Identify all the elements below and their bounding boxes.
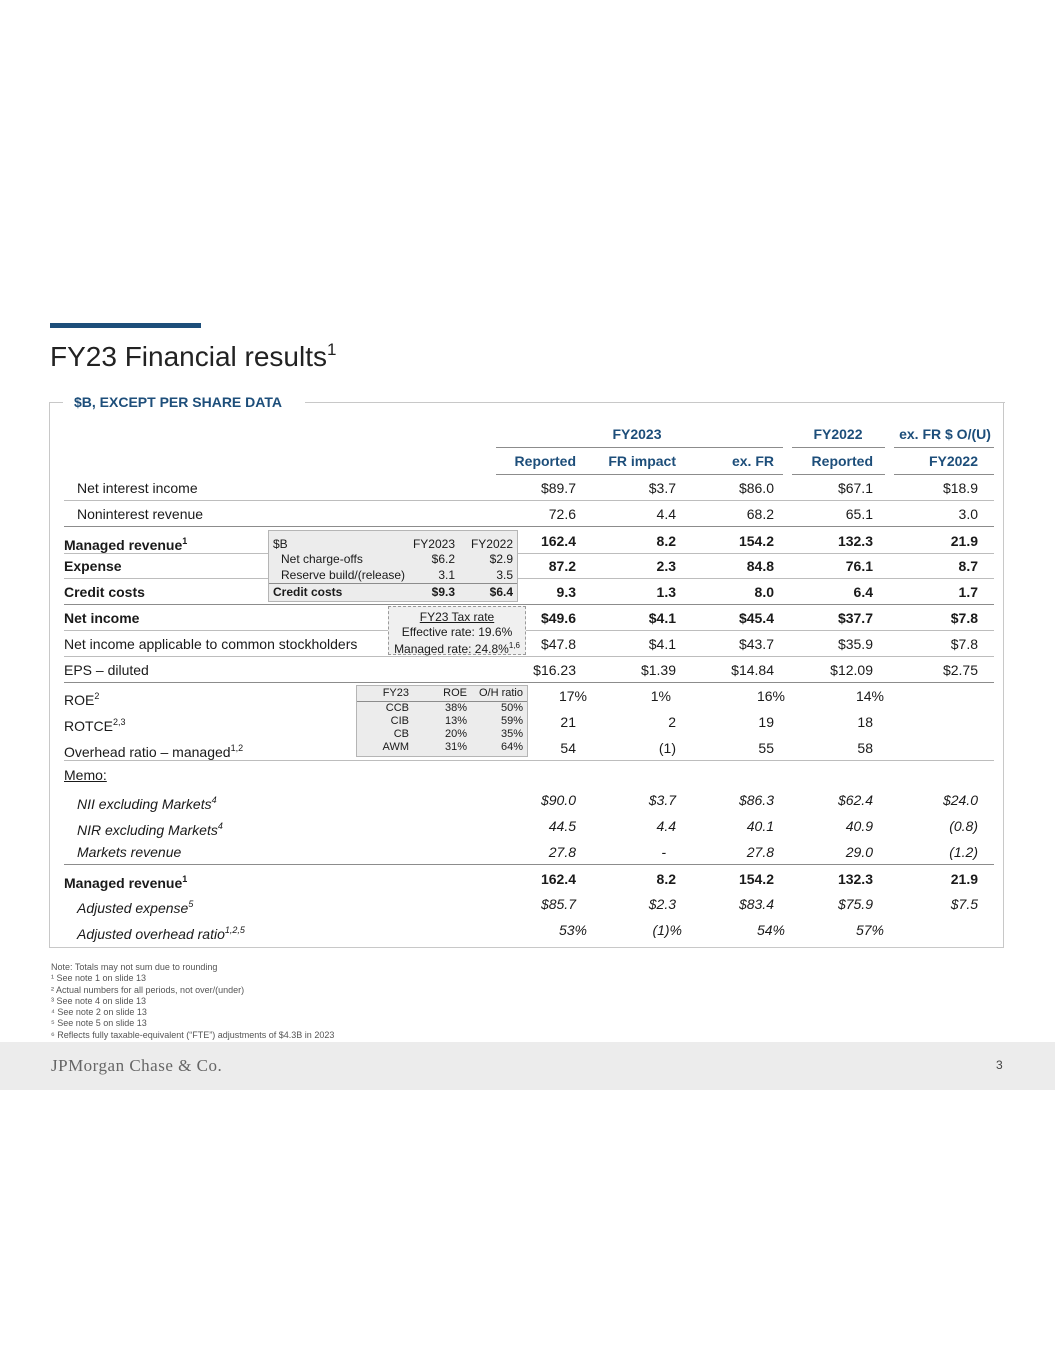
table-cell: 21 — [560, 714, 576, 730]
table-cell: $1.39 — [640, 662, 676, 678]
table-cell: $14.84 — [731, 662, 774, 678]
colheader-underline-fy2023 — [496, 474, 783, 475]
row-label-footnote: 2 — [94, 691, 100, 701]
row-label — [77, 921, 245, 942]
table-cell: 8.0 — [754, 584, 774, 600]
table-cell: 1% — [650, 688, 671, 704]
table-cell: 87.2 — [548, 558, 576, 574]
table-cell: 4.4 — [656, 506, 676, 522]
row-label — [77, 791, 217, 812]
row-label-text: Managed revenue — [64, 875, 183, 891]
credit-inset-row-v1: 3.1 — [438, 568, 455, 582]
credit-inset-row-v2: 3.5 — [496, 568, 513, 582]
header-group-fy2022: FY2022 — [813, 426, 863, 442]
table-cell: 54 — [560, 740, 576, 756]
table-cell: $75.9 — [837, 896, 873, 912]
table-cell: (1)% — [652, 922, 682, 938]
table-cell: 1.3 — [656, 584, 676, 600]
row-label-text: Managed revenue — [64, 537, 183, 553]
row-label-text: Net income applicable to common stockholders — [64, 636, 358, 652]
credit-inset-row-v1: $6.2 — [431, 552, 455, 566]
tax-callout-effective: Effective rate: 19.6% — [401, 625, 513, 639]
table-cell: $4.1 — [648, 636, 676, 652]
tax-callout-managed-sup: 1,6 — [508, 641, 520, 650]
table-cell: 154.2 — [738, 533, 774, 549]
row-label — [77, 817, 223, 838]
colheader-underline-ofu — [894, 474, 994, 475]
credit-inset-col2: FY2022 — [470, 537, 513, 551]
table-cell: 3.0 — [958, 506, 978, 522]
row-label-text: Markets revenue — [77, 844, 182, 860]
row-label-text: Net income — [64, 610, 140, 626]
row-label — [64, 687, 100, 708]
table-cell: 2 — [668, 714, 676, 730]
page-title-text: FY23 Financial results — [50, 341, 328, 372]
footnote-line: Note: Totals may not sum due to rounding — [51, 962, 218, 972]
footnotes — [51, 962, 334, 1041]
header-group-fy2023: FY2023 — [612, 426, 662, 442]
row-label-footnote: 1 — [182, 536, 188, 546]
table-cell: $47.8 — [540, 636, 576, 652]
header-underline-ofu — [894, 447, 994, 448]
roe-inset-cell: 38% — [444, 702, 467, 714]
table-cell: $37.7 — [837, 610, 873, 626]
table-cell: $43.7 — [738, 636, 774, 652]
header-ex-fr: ex. FR — [731, 453, 774, 469]
table-cell: 132.3 — [837, 871, 873, 887]
footnote-line: ¹ See note 1 on slide 13 — [51, 973, 147, 984]
row-label — [64, 532, 188, 553]
table-cell: 76.1 — [845, 558, 873, 574]
roe-inset-cell: 35% — [500, 728, 523, 740]
table-cell: $2.75 — [942, 662, 978, 678]
table-cell: $7.8 — [950, 636, 978, 652]
title-accent-line — [50, 323, 201, 328]
row-label-text: Credit costs — [64, 584, 145, 600]
table-cell: 4.4 — [656, 818, 676, 834]
page-title — [50, 340, 336, 373]
roe-inset-cell: CB — [393, 728, 409, 740]
credit-inset-total-label: Credit costs — [273, 585, 343, 599]
roe-inset-cell: 20% — [444, 728, 467, 740]
table-cell: 16% — [756, 688, 785, 704]
table-cell: (1.2) — [949, 844, 978, 860]
header-fr-impact: FR impact — [608, 453, 676, 469]
tax-callout-title: FY23 Tax rate — [419, 610, 495, 624]
row-label — [64, 713, 126, 734]
row-label-text: Adjusted expense — [77, 900, 189, 916]
row-divider — [64, 656, 994, 657]
panel-border-right — [305, 402, 1005, 403]
table-cell: 21.9 — [950, 533, 978, 549]
table-cell: $16.23 — [533, 662, 576, 678]
roe-inset-header: ROE — [443, 687, 467, 699]
credit-inset-total-v1: $9.3 — [431, 585, 455, 599]
table-cell: 21.9 — [950, 871, 978, 887]
row-label-footnote: 1,2 — [230, 743, 244, 753]
table-cell: $3.7 — [648, 792, 676, 808]
table-cell: $86.3 — [738, 792, 774, 808]
table-cell: (1) — [658, 740, 676, 756]
table-cell: 27.8 — [548, 844, 576, 860]
row-label-text: Adjusted overhead ratio — [77, 926, 225, 942]
table-cell: 14% — [855, 688, 884, 704]
row-label-text: EPS – diluted — [64, 662, 149, 678]
credit-inset-row-label: Reserve build/(release) — [281, 568, 406, 582]
row-label-text: Overhead ratio – managed — [64, 744, 231, 760]
table-cell: $35.9 — [837, 636, 873, 652]
table-cell: 9.3 — [556, 584, 576, 600]
row-divider — [64, 864, 994, 865]
row-label-text: Expense — [64, 558, 122, 574]
roe-inset-cell: CIB — [390, 715, 409, 727]
row-divider — [64, 578, 994, 579]
header-underline-fy2023 — [496, 447, 783, 448]
table-cell: 8.2 — [656, 871, 676, 887]
row-label-footnote: 2,3 — [113, 717, 126, 727]
table-cell: $7.8 — [950, 610, 978, 626]
table-cell: $90.0 — [540, 792, 576, 808]
panel-border-left — [49, 402, 63, 403]
header-reported-2022: Reported — [811, 453, 873, 469]
table-cell: $85.7 — [540, 896, 576, 912]
row-label — [77, 505, 203, 523]
table-cell: $67.1 — [837, 480, 873, 496]
table-cell: 8.2 — [656, 533, 676, 549]
row-divider — [64, 604, 994, 605]
row-label — [77, 479, 198, 497]
credit-inset-unit: $B — [273, 537, 288, 551]
roe-inset-cell: 64% — [500, 741, 523, 753]
table-cell: 18 — [857, 714, 873, 730]
row-label-footnote: 1,2,5 — [224, 925, 245, 935]
table-cell: - — [661, 844, 666, 860]
row-label-footnote: 4 — [211, 795, 217, 805]
table-cell: 54% — [756, 922, 785, 938]
table-cell: 1.7 — [958, 584, 978, 600]
roe-inset-cell: 31% — [444, 741, 467, 753]
row-label-text: NIR excluding Markets — [77, 822, 218, 838]
table-cell: $45.4 — [738, 610, 774, 626]
row-label — [64, 766, 107, 784]
table-cell: $62.4 — [837, 792, 873, 808]
row-divider — [64, 553, 994, 554]
row-label-text: Memo: — [64, 767, 107, 783]
roe-lob-inset — [356, 685, 528, 757]
roe-inset-cell: AWM — [382, 741, 409, 753]
table-cell: 57% — [855, 922, 884, 938]
row-label — [64, 635, 357, 653]
table-cell: $18.9 — [942, 480, 978, 496]
table-cell: 6.4 — [853, 584, 873, 600]
table-cell: $3.7 — [648, 480, 676, 496]
header-fy2022: FY2022 — [928, 453, 978, 469]
row-label — [64, 557, 122, 575]
footnote-line: ³ See note 4 on slide 13 — [51, 995, 147, 1006]
credit-inset-total-v2: $6.4 — [489, 585, 513, 599]
colheader-underline-fy2022 — [792, 474, 885, 475]
table-cell: 58 — [857, 740, 873, 756]
table-cell: 40.9 — [845, 818, 873, 834]
roe-inset-cell: 50% — [500, 702, 523, 714]
page-number: 3 — [996, 1058, 1003, 1072]
credit-inset-divider — [269, 583, 517, 584]
footnote-line: ⁶ Reflects fully taxable-equivalent (“FTE”) adjustments of $4.3B in 2023 — [51, 1029, 335, 1040]
row-label — [64, 583, 145, 601]
row-label — [77, 843, 181, 861]
table-cell: 29.0 — [845, 844, 873, 860]
table-cell: 40.1 — [746, 818, 774, 834]
table-cell: $12.09 — [830, 662, 873, 678]
table-cell: 2.3 — [656, 558, 676, 574]
table-cell: 8.7 — [958, 558, 978, 574]
table-cell: 68.2 — [746, 506, 774, 522]
table-cell: 55 — [758, 740, 774, 756]
table-cell: (0.8) — [949, 818, 978, 834]
table-cell: 19 — [758, 714, 774, 730]
table-cell: 44.5 — [548, 818, 576, 834]
table-cell: $4.1 — [648, 610, 676, 626]
table-cell: 132.3 — [837, 533, 873, 549]
table-cell: 84.8 — [746, 558, 774, 574]
roe-inset-cell: 59% — [500, 715, 523, 727]
row-label — [64, 661, 149, 679]
row-label-footnote: 1 — [182, 874, 188, 884]
row-label — [77, 895, 194, 916]
table-cell: 162.4 — [540, 533, 576, 549]
table-cell: 162.4 — [540, 871, 576, 887]
tax-rate-callout — [388, 606, 526, 655]
table-cell: 53% — [558, 922, 587, 938]
tax-callout-managed — [389, 639, 525, 656]
credit-inset-row-label: Net charge-offs — [281, 552, 363, 566]
footnote-line: ⁴ See note 2 on slide 13 — [51, 1007, 147, 1018]
table-cell: 27.8 — [746, 844, 774, 860]
section-label: $B, EXCEPT PER SHARE DATA — [74, 394, 282, 410]
header-reported: Reported — [514, 453, 576, 469]
roe-inset-cell: 13% — [444, 715, 467, 727]
credit-costs-inset — [268, 530, 518, 602]
table-cell: $49.6 — [540, 610, 576, 626]
row-label-text: ROE — [64, 692, 95, 708]
row-label — [64, 870, 188, 891]
header-group-ofu: ex. FR $ O/(U) — [899, 426, 991, 442]
table-cell: 65.1 — [845, 506, 873, 522]
page-title-footnote: 1 — [327, 340, 337, 359]
footnote-line: ² Actual numbers for all periods, not over/(under) — [51, 984, 245, 995]
row-label — [64, 739, 244, 760]
company-logo: JPMorgan Chase & Co. — [51, 1056, 223, 1075]
roe-inset-header: FY23 — [382, 687, 409, 699]
tax-callout-managed-text: Managed rate: 24.8% — [394, 642, 509, 656]
table-cell: 72.6 — [548, 506, 576, 522]
table-cell: $24.0 — [942, 792, 978, 808]
roe-inset-header: O/H ratio — [478, 687, 523, 699]
table-cell: $7.5 — [950, 896, 978, 912]
row-divider — [64, 682, 994, 683]
credit-inset-col1: FY2023 — [412, 537, 455, 551]
table-cell: $2.3 — [648, 896, 676, 912]
row-divider — [64, 760, 994, 761]
row-label-text: ROTCE — [64, 718, 113, 734]
roe-inset-cell: CCB — [385, 702, 409, 714]
table-cell: $89.7 — [540, 480, 576, 496]
row-label — [64, 609, 139, 627]
table-cell: 17% — [558, 688, 587, 704]
row-divider — [64, 500, 994, 501]
credit-inset-row-v2: $2.9 — [489, 552, 513, 566]
row-divider — [64, 526, 994, 527]
header-underline-fy2022 — [792, 447, 885, 448]
row-label-footnote: 4 — [217, 821, 223, 831]
row-label-text: NII excluding Markets — [77, 796, 212, 812]
table-cell: 154.2 — [738, 871, 774, 887]
row-label-footnote: 5 — [188, 899, 194, 909]
footnote-line: ⁵ See note 5 on slide 13 — [51, 1018, 147, 1029]
row-label-text: Net interest income — [77, 480, 198, 496]
row-label-text: Noninterest revenue — [77, 506, 204, 522]
table-cell: $83.4 — [738, 896, 774, 912]
row-divider — [64, 630, 994, 631]
table-cell: $86.0 — [738, 480, 774, 496]
